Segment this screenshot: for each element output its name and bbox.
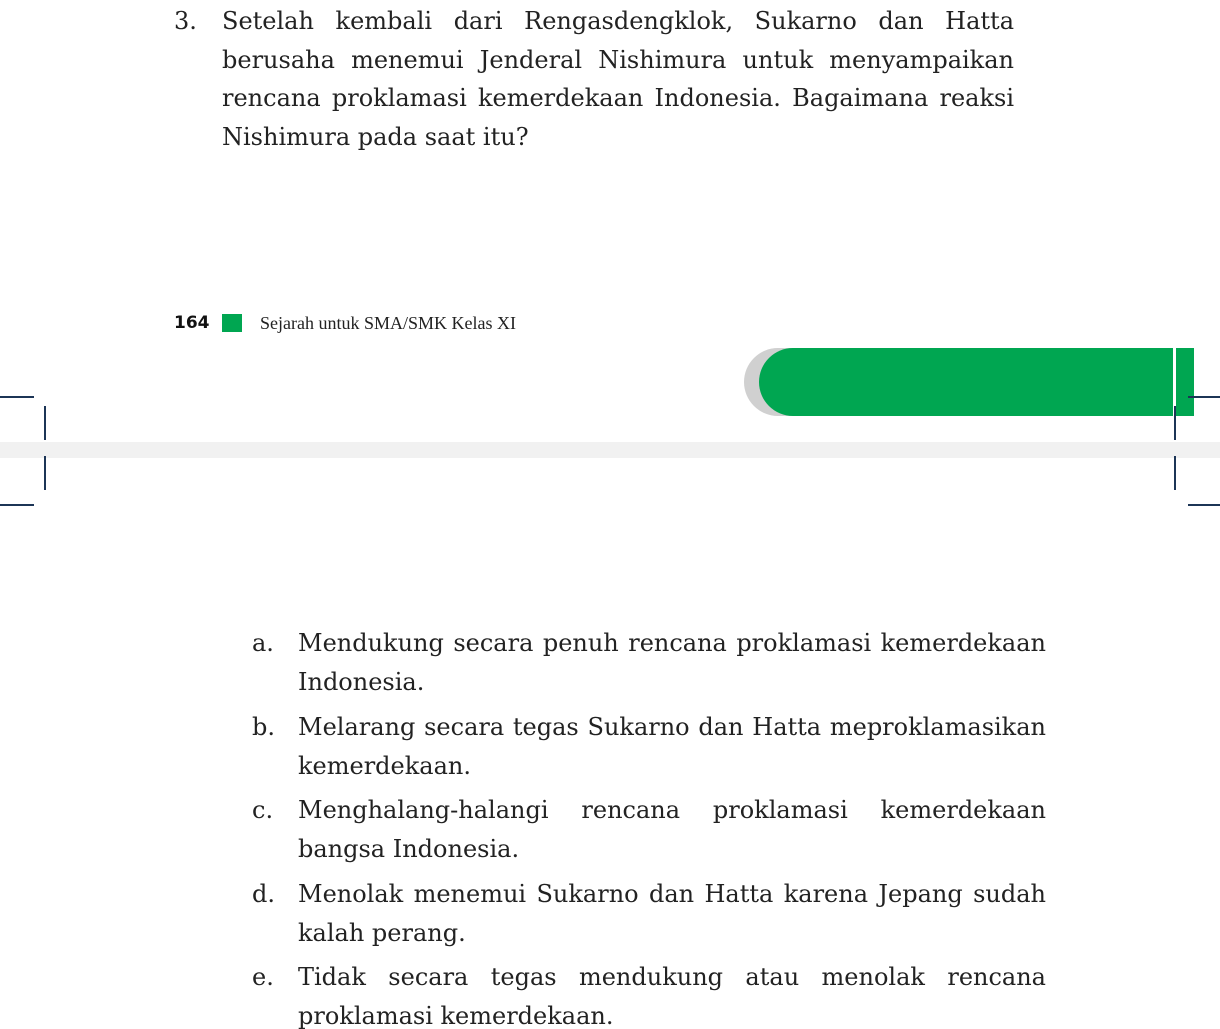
page-number: 164	[174, 313, 210, 333]
page-gutter	[0, 442, 1220, 458]
crop-mark-left-top-v	[44, 406, 46, 440]
option-text: Mendukung secara penuh rencana proklamasi kemerdekaan Indonesia.	[298, 629, 1046, 696]
crop-mark-right-bottom-v	[1174, 456, 1176, 490]
option-text: Tidak secara tegas mendukung atau menolak rencana proklamasi kemerdekaan.	[298, 963, 1046, 1029]
page-footer	[174, 310, 516, 336]
crop-mark-left-bottom-h	[0, 504, 34, 506]
book-title: Sejarah untuk SMA/SMK Kelas XI	[260, 312, 516, 333]
option-letter: a.	[252, 629, 274, 657]
option-text: Menolak menemui Sukarno dan Hatta karena Jepang sudah kalah perang.	[298, 879, 1046, 947]
crop-mark-left-top-h	[0, 396, 34, 398]
crop-mark-right-bottom-h	[1188, 504, 1220, 506]
option-letter: e.	[252, 963, 274, 991]
crop-mark-left-bottom-v	[44, 456, 46, 490]
option-letter: c.	[252, 796, 274, 824]
option-d[interactable]	[252, 875, 1048, 959]
option-text: Menghalang-halangi rencana proklamasi kemerdekaan bangsa Indonesia.	[298, 796, 1046, 863]
option-b[interactable]	[252, 708, 1048, 792]
option-a[interactable]	[252, 624, 1048, 708]
footer-square-icon	[222, 314, 242, 332]
question-text: Setelah kembali dari Rengasdengklok, Sukarno dan Hatta berusaha menemui Jenderal Nishimura untuk menyampaikan rencana proklamasi kemerdekaan Indonesia. Bagaimana reaksi Nishimura pada saat itu?	[222, 7, 1014, 151]
crop-mark-right-top-h	[1188, 396, 1220, 398]
answer-options	[252, 624, 1048, 1029]
crop-mark-right-top-v	[1174, 406, 1176, 440]
option-letter: b.	[252, 712, 275, 741]
chapter-tab	[759, 348, 1194, 416]
option-e[interactable]	[252, 958, 1048, 1029]
option-c[interactable]	[252, 791, 1048, 875]
option-letter: d.	[252, 879, 275, 908]
question-number: 3.	[174, 7, 197, 35]
option-text: Melarang secara tegas Sukarno dan Hatta meproklamasikan kemerdekaan.	[298, 712, 1046, 780]
